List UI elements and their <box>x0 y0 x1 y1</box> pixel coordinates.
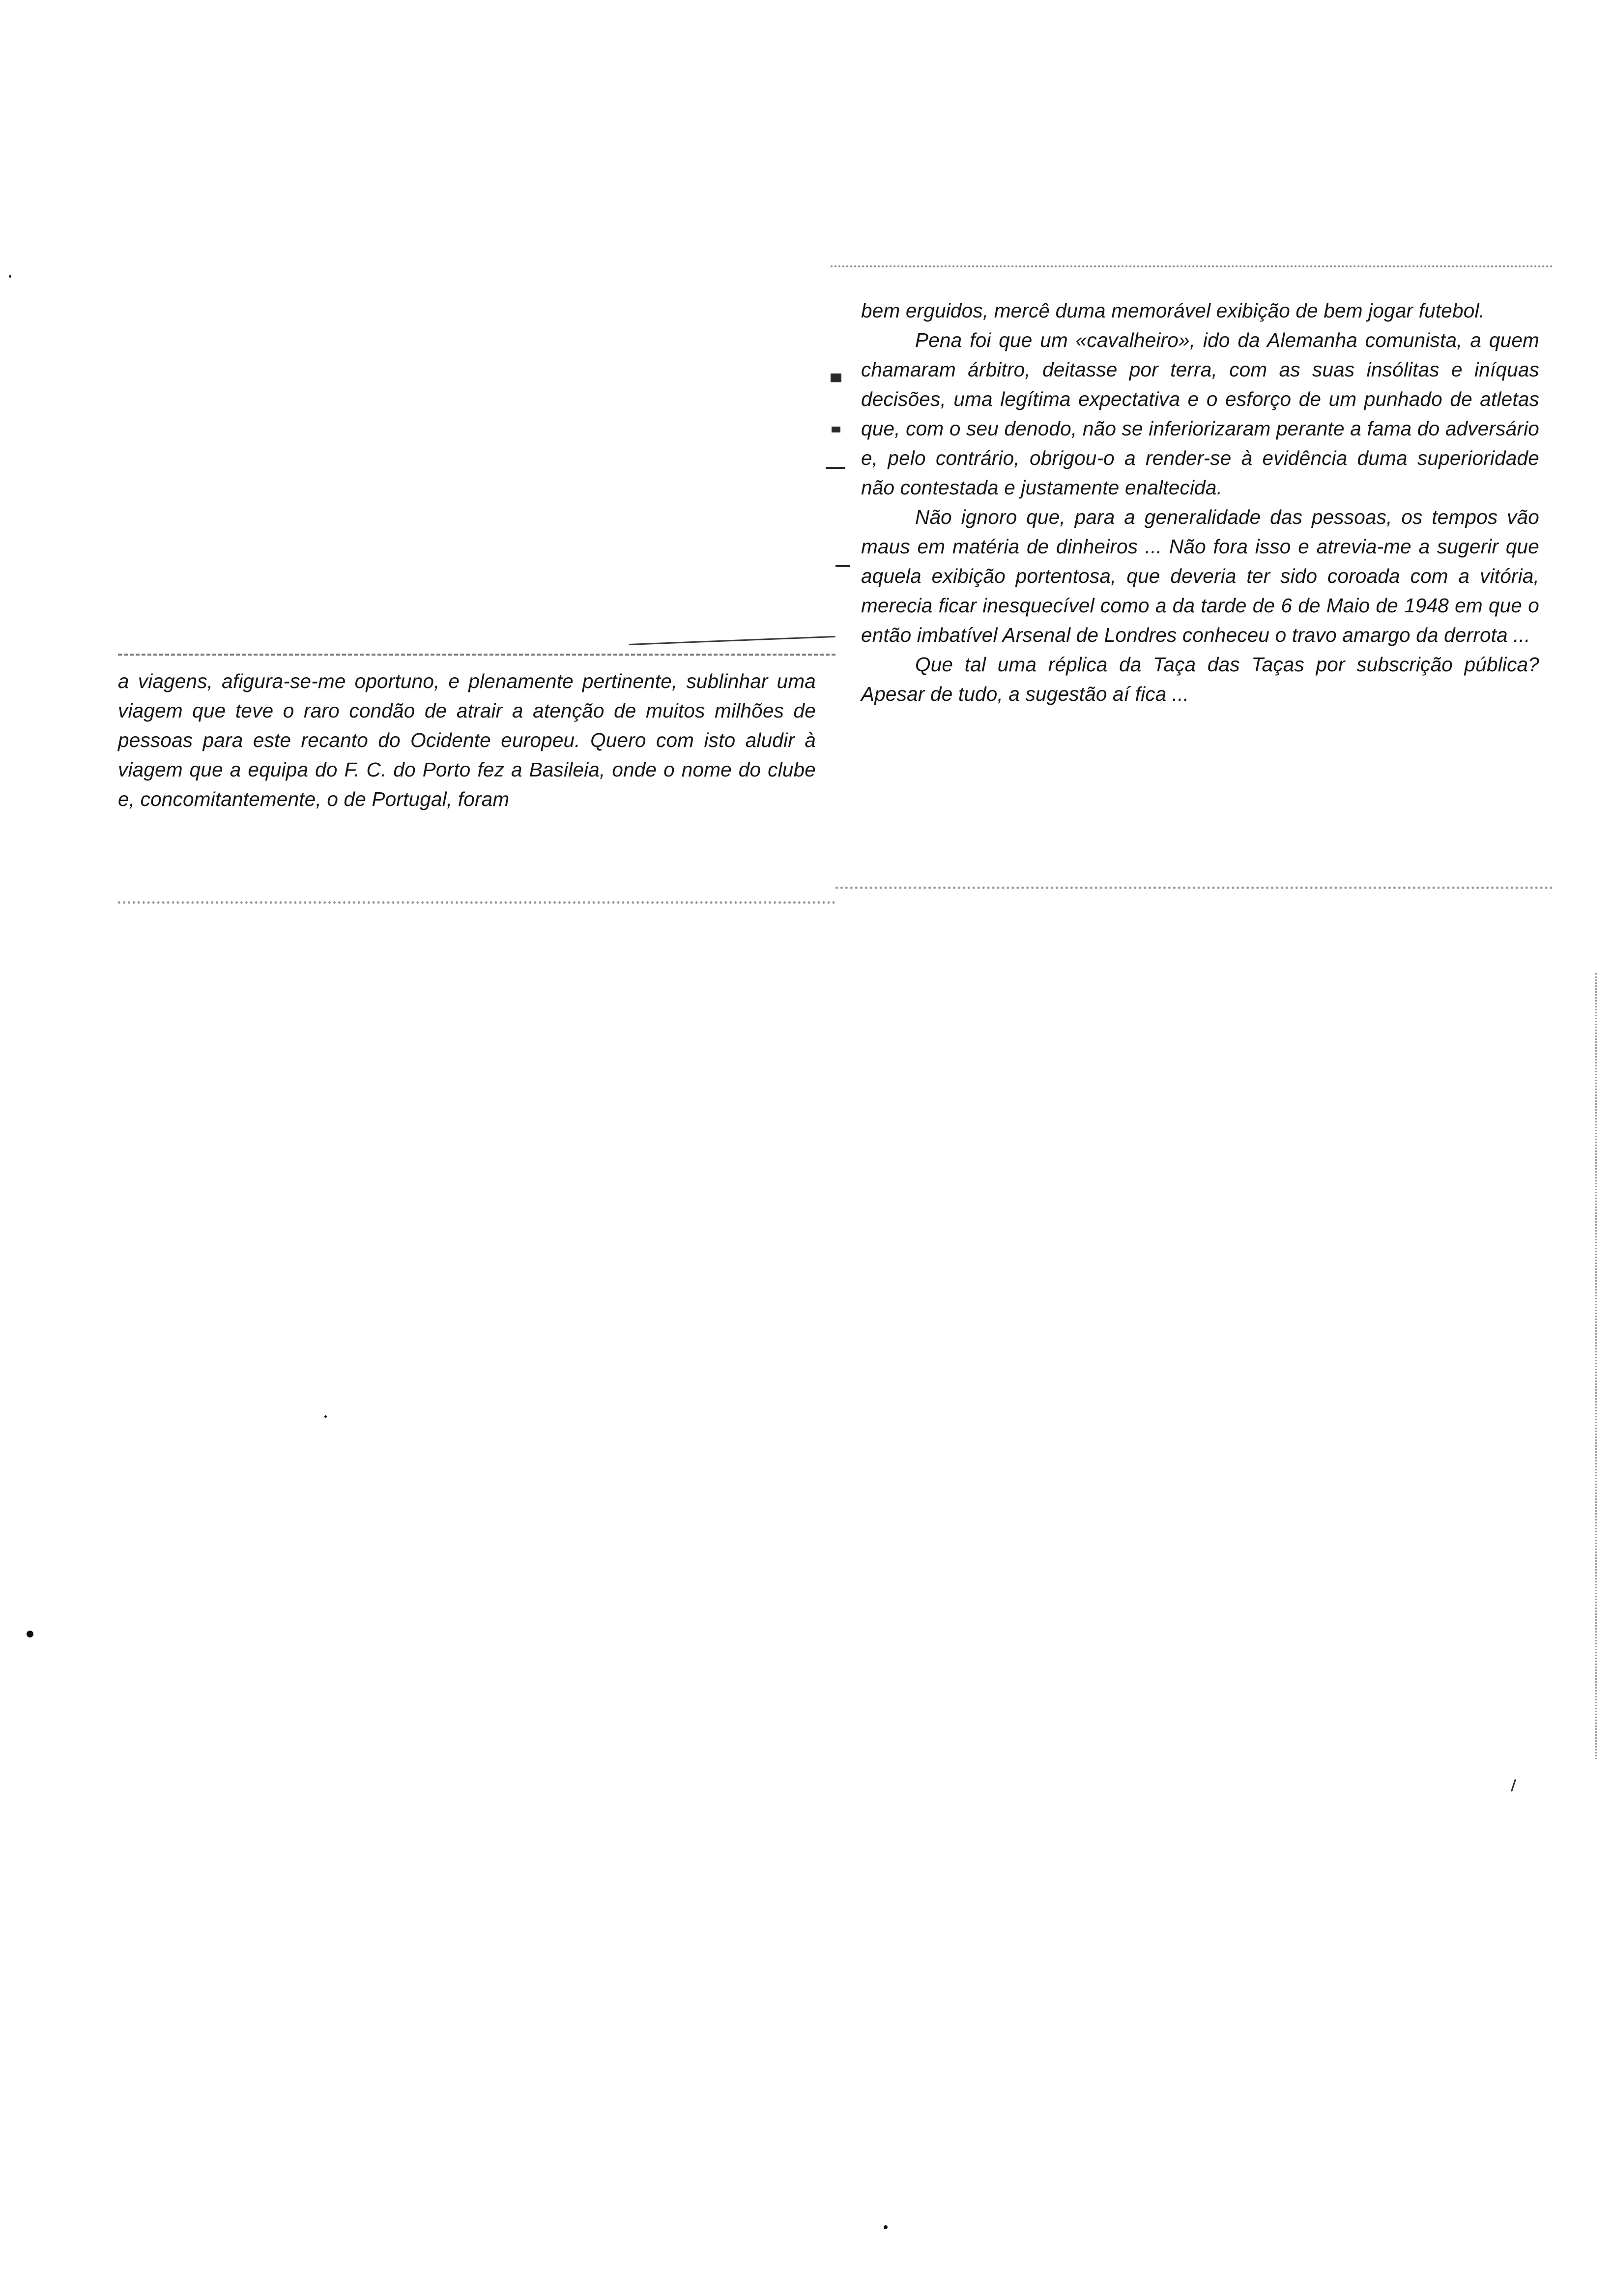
paragraph: Não ignoro que, para a generalidade das pessoas, os tempos vão maus em matéria de dinheiros ... Não fora isso e atrevia-me a sugerir que aquela exibição portentosa, que deveria ter sido coroada com a vitória, merecia ficar inesquecível como a da tarde de 6 de Maio de 1948 em que o então imbatível Arsenal de Londres conheceu o travo amargo da derrota ... <box>861 506 1539 646</box>
stray-dot <box>9 275 11 278</box>
paragraph: bem erguidos, mercê duma memorável exibição de bem jogar futebol. <box>861 299 1485 322</box>
clipping-cut-line <box>629 636 835 645</box>
clipping-right <box>831 265 1553 889</box>
stray-dot <box>27 1631 33 1637</box>
paragraph: Que tal uma réplica da Taça das Taças por subscrição pública? Apesar de tudo, a sugestão aí fica ... <box>861 653 1539 705</box>
scan-mark <box>831 373 841 382</box>
left-column-text <box>118 666 816 814</box>
page-edge-artifact <box>1595 973 1597 1759</box>
paragraph: Pena foi que um «cavalheiro», ido da Alemanha comunista, a quem chamaram árbitro, deitasse por terra, com as suas insólitas e iníquas decisões, uma legítima expectativa e o esforço de um punhado de atletas que, com o seu denodo, não se inferiorizaram perante a fama do adversário e, pelo contrário, obrigou-o a render-se à evidência duma superioridade não contestada e justamente enaltecida. <box>861 329 1539 499</box>
stray-dot <box>324 1415 327 1418</box>
stray-dot <box>884 2225 888 2229</box>
scan-mark <box>835 565 850 567</box>
scan-mark <box>1511 1779 1516 1792</box>
right-column-text <box>861 296 1539 709</box>
scan-mark <box>832 427 840 432</box>
scan-mark <box>826 467 845 469</box>
clipping-left <box>118 654 835 904</box>
paragraph: a viagens, afigura-se-me oportuno, e plenamente pertinente, sublinhar uma viagem que teve o raro condão de atrair a atenção de muitos milhões de pessoas para este recanto do Ocidente europeu. Quero com isto aludir à viagem que a equipa do F. C. do Porto fez a Basileia, onde o nome do clube e, concomitantemente, o de Portugal, foram <box>118 670 816 810</box>
